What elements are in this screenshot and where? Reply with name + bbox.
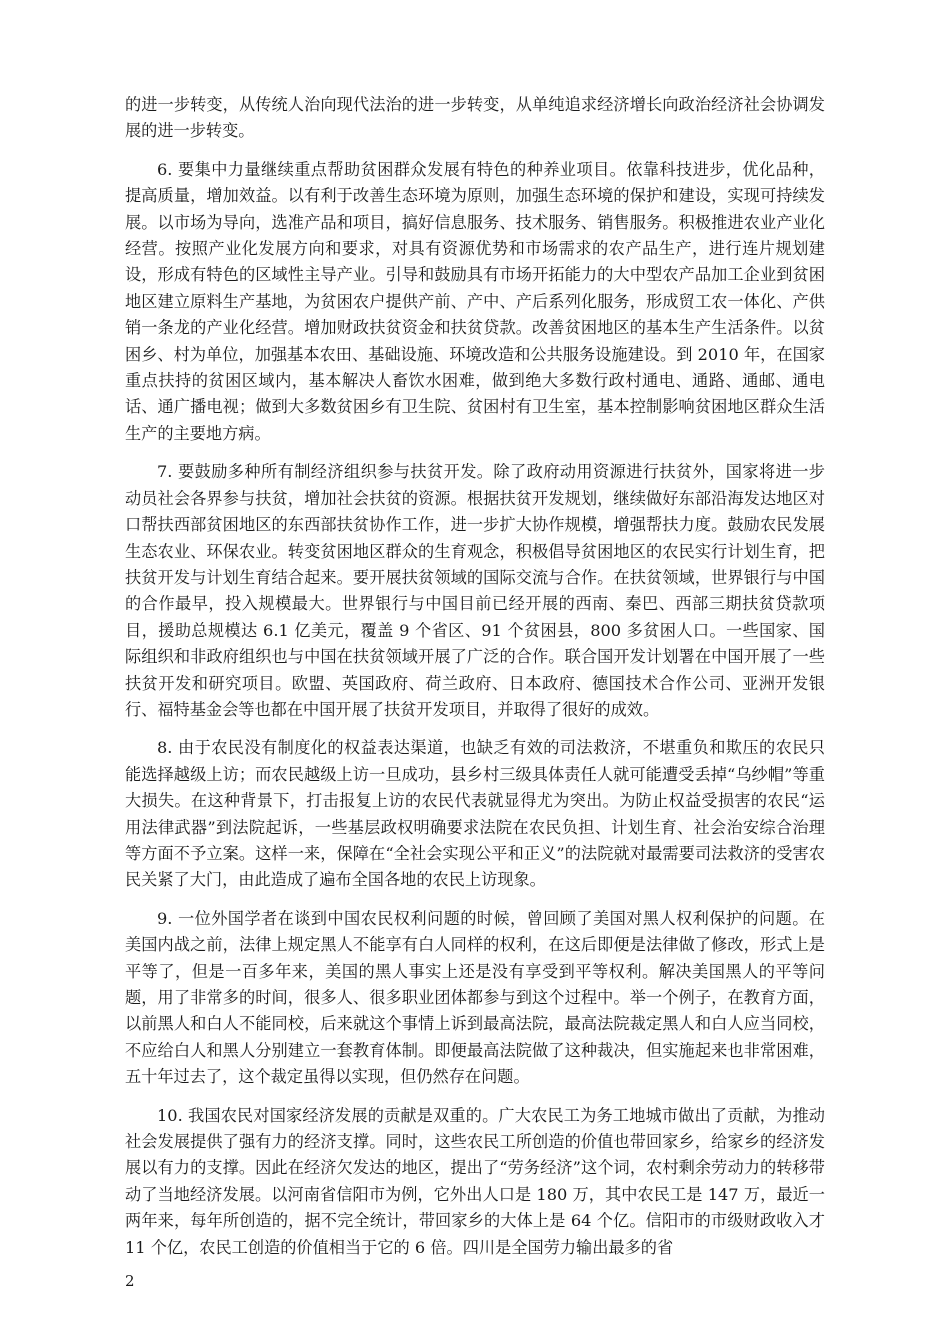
- page-number: 2: [125, 1272, 135, 1290]
- paragraph-continuation: 的进一步转变，从传统人治向现代法治的进一步转变，从单纯追求经济增长向政治经济社会协调发展的进一步转变。: [125, 95, 825, 141]
- page-content: [125, 92, 825, 1273]
- paragraph-item-10: 10. 我国农民对国家经济发展的贡献是双重的。广大农民工为务工地城市做出了贡献，为推动社会发展提供了强有力的经济支撑。同时，这些农民工所创造的价值也带回家乡，给家乡的经济发展以有力的支撑。因此在经济欠发达的地区，提出了“劳务经济”这个词，农村剩余劳动力的转移带动了当地经济发展。以河南省信阳市为例，它外出人口是 180 万，其中农民工是 147 万，最近一两年来，每年所创造的，据不完全统计，带回家乡的大体上是 64 个亿。信阳市的市级财政收入才 11 个亿，农民工创造的价值相当于它的 6 倍。四川是全国劳力输出最多的省: [125, 1105, 825, 1257]
- paragraph-item-6: 6. 要集中力量继续重点帮助贫困群众发展有特色的种养业项目。依靠科技进步，优化品种，提高质量，增加效益。以有利于改善生态环境为原则，加强生态环境的保护和建设，实现可持续发展。以市场为导向，选准产品和项目，搞好信息服务、技术服务、销售服务。积极推进农业产业化经营。按照产业化发展方向和要求，对具有资源优势和市场需求的农产品生产，进行连片规划建设，形成有特色的区域性主导产业。引导和鼓励具有市场开拓能力的大中型农产品加工企业到贫困地区建立原料生产基地，为贫困农户提供产前、产中、产后系列化服务，形成贸工农一体化、产供销一条龙的产业化经营。增加财政扶贫资金和扶贫贷款。改善贫困地区的基本生产生活条件。以贫困乡、村为单位，加强基本农田、基础设施、环境改造和公共服务设施建设。到 2010 年，在国家重点扶持的贫困区域内，基本解决人畜饮水困难，做到绝大多数行政村通电、通路、通邮、通电话、通广播电视；做到大多数贫困乡有卫生院、贫困村有卫生室，基本控制影响贫困地区群众生活生产的主要地方病。: [125, 159, 825, 443]
- paragraph-item-7: 7. 要鼓励多种所有制经济组织参与扶贫开发。除了政府动用资源进行扶贫外，国家将进一步动员社会各界参与扶贫，增加社会扶贫的资源。根据扶贫开发规划，继续做好东部沿海发达地区对口帮扶西部贫困地区的东西部扶贫协作工作，进一步扩大协作规模，增强帮扶力度。鼓励农民发展生态农业、环保农业。转变贫困地区群众的生育观念，积极倡导贫困地区的农民实行计划生育，把扶贫开发与计划生育结合起来。要开展扶贫领域的国际交流与合作。在扶贫领域，世界银行与中国的合作最早，投入规模最大。世界银行与中国目前已经开展的西南、秦巴、西部三期扶贫贷款项目，援助总规模达 6.1 亿美元，覆盖 9 个省区、91 个贫困县，800 多贫困人口。一些国家、国际组织和非政府组织也与中国在扶贫领域开展了广泛的合作。联合国开发计划署在中国开展了一些扶贫开发和研究项目。欧盟、英国政府、荷兰政府、日本政府、德国技术合作公司、亚洲开发银行、福特基金会等也都在中国开展了扶贫开发项目，并取得了很好的成效。: [125, 462, 825, 719]
- paragraph-item-8: 8. 由于农民没有制度化的权益表达渠道，也缺乏有效的司法救济，不堪重负和欺压的农民只能选择越级上访；而农民越级上访一旦成功，县乡村三级具体责任人就可能遭受丢掉“乌纱帽”等重大损失。在这种背景下，打击报复上访的农民代表就显得尤为突出。为防止权益受损害的农民“运用法律武器”到法院起诉，一些基层政权明确要求法院在农民负担、计划生育、社会治安综合治理等方面不予立案。这样一来，保障在“全社会实现公平和正义”的法院就对最需要司法救济的受害农民关紧了大门，由此造成了遍布全国各地的农民上访现象。: [125, 738, 825, 890]
- paragraph-item-9: 9. 一位外国学者在谈到中国农民权利问题的时候，曾回顾了美国对黑人权利保护的问题。在美国内战之前，法律上规定黑人不能享有白人同样的权利，在这后即便是法律做了修改，形式上是平等了，但是一百多年来，美国的黑人事实上还是没有享受到平等权利。解决美国黑人的平等问题，用了非常多的时间，很多人、很多职业团体都参与到这个过程中。举一个例子，在教育方面，以前黑人和白人不能同校，后来就这个事情上诉到最高法院，最高法院裁定黑人和白人应当同校，不应给白人和黑人分别建立一套教育体制。即便最高法院做了这种裁决，但实施起来也非常困难，五十年过去了，这个裁定虽得以实现，但仍然存在问题。: [125, 908, 825, 1087]
